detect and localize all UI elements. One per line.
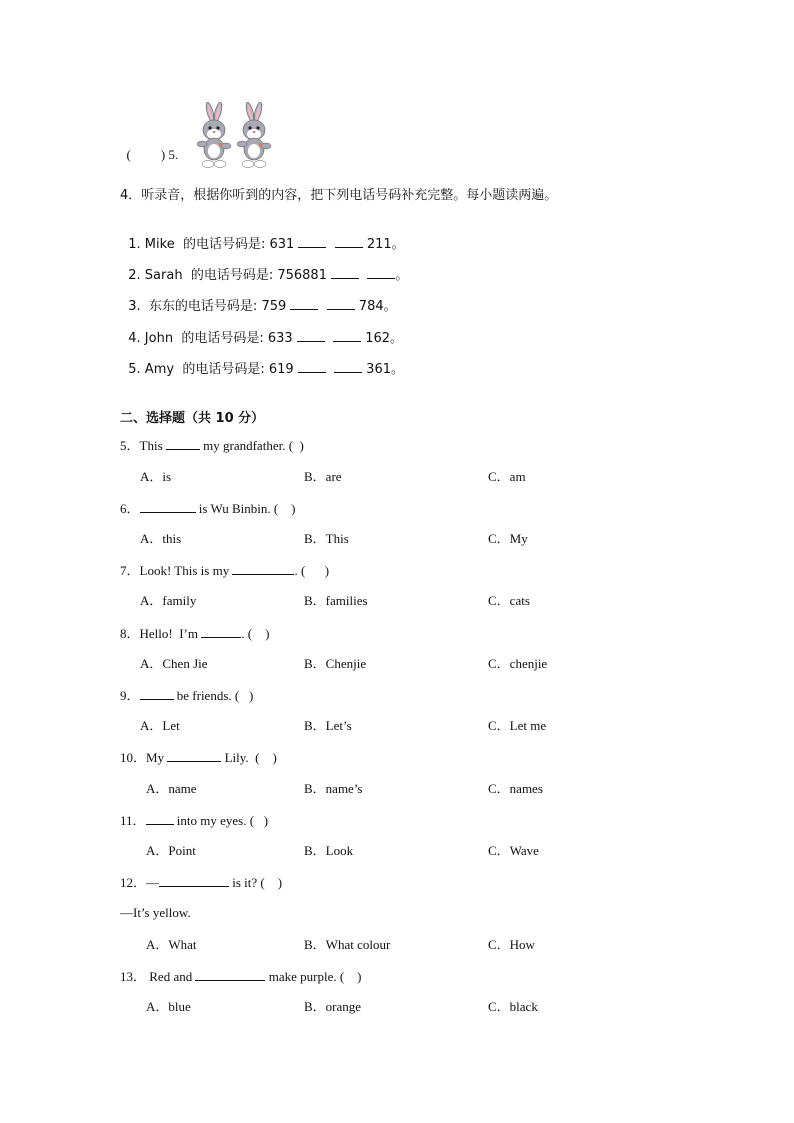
question-6: 6． is Wu Binbin. ( ) xyxy=(120,501,296,516)
option-a[interactable]: A．blue xyxy=(146,999,191,1014)
option-b[interactable]: B．This xyxy=(304,531,349,546)
answer-blank[interactable] xyxy=(140,500,196,513)
answer-blank[interactable] xyxy=(201,625,241,638)
option-a[interactable]: A．Chen Jie xyxy=(140,656,208,671)
answer-blank[interactable] xyxy=(333,329,361,342)
question-7: 7．Look! This is my . ( ) xyxy=(120,563,330,578)
answer-blank[interactable] xyxy=(331,266,359,279)
option-c[interactable]: C．How xyxy=(488,937,535,952)
option-b[interactable]: B．are xyxy=(304,469,342,484)
section2-title: 二、选择题（共 10 分） xyxy=(120,411,265,426)
answer-blank[interactable] xyxy=(146,812,174,825)
answer-blank[interactable] xyxy=(367,266,395,279)
option-a[interactable]: A．Point xyxy=(146,843,196,858)
option-b[interactable]: B．orange xyxy=(304,999,362,1014)
question-11: 11． into my eyes. ( ) xyxy=(120,813,269,828)
option-c[interactable]: C．names xyxy=(488,781,543,796)
question-9: 9． be friends. ( ) xyxy=(120,688,254,703)
answer-blank[interactable] xyxy=(297,329,325,342)
option-c[interactable]: C．cats xyxy=(488,593,530,608)
option-c[interactable]: C．Wave xyxy=(488,843,539,858)
option-a[interactable]: A．Let xyxy=(140,718,180,733)
phone-item-2: 2. Sarah 的电话号码是: 756881 。 xyxy=(128,268,409,283)
answer-blank[interactable] xyxy=(335,235,363,248)
answer-blank[interactable] xyxy=(195,968,265,981)
answer-blank[interactable] xyxy=(334,360,362,373)
answer-blank[interactable] xyxy=(166,437,200,450)
answer-blank[interactable] xyxy=(140,687,174,700)
answer-blank[interactable] xyxy=(327,297,355,310)
option-a[interactable]: A．is xyxy=(140,469,172,484)
answer-blank[interactable] xyxy=(167,749,221,762)
paren-open: ( xyxy=(126,147,131,162)
question-5: 5．This my grandfather. ( ) xyxy=(120,438,304,453)
phone-item-1: 1. Mike 的电话号码是: 631 211。 xyxy=(128,237,405,252)
question-13: 13． Red and make purple. ( ) xyxy=(120,969,362,984)
rabbit-right xyxy=(237,102,271,168)
answer-blank[interactable] xyxy=(232,562,294,575)
option-a[interactable]: A．What xyxy=(146,937,197,952)
question-8: 8．Hello! I’m . ( ) xyxy=(120,626,270,641)
rabbit-left xyxy=(197,102,231,168)
option-b[interactable]: B．Chenjie xyxy=(304,656,367,671)
part4-instruction: 4．听录音，根据你听到的内容，把下列电话号码补充完整。每小题读两遍。 xyxy=(120,188,558,203)
option-b[interactable]: B．Look xyxy=(304,843,354,858)
phone-item-5: 5. Amy 的电话号码是: 619 361。 xyxy=(128,362,404,377)
option-c[interactable]: C．Let me xyxy=(488,718,547,733)
question-10: 10．My Lily. ( ) xyxy=(120,750,277,765)
phone-item-4: 4. John 的电话号码是: 633 162。 xyxy=(128,331,404,346)
answer-blank[interactable] xyxy=(298,235,326,248)
option-b[interactable]: B．Let’s xyxy=(304,718,352,733)
option-b[interactable]: B．What colour xyxy=(304,937,391,952)
option-a[interactable]: A．this xyxy=(140,531,182,546)
paren-close: ) 5. xyxy=(160,147,179,162)
option-a[interactable]: A．family xyxy=(140,593,197,608)
answer-blank[interactable] xyxy=(290,297,318,310)
option-c[interactable]: C．am xyxy=(488,469,526,484)
answer-blank[interactable] xyxy=(159,874,229,887)
option-c[interactable]: C．black xyxy=(488,999,538,1014)
option-c[interactable]: C．My xyxy=(488,531,528,546)
option-b[interactable]: B．families xyxy=(304,593,368,608)
answer-blank[interactable] xyxy=(298,360,326,373)
rabbit-image xyxy=(188,102,280,174)
option-b[interactable]: B．name’s xyxy=(304,781,363,796)
option-c[interactable]: C．chenjie xyxy=(488,656,548,671)
question-12: 12．— is it? ( ) xyxy=(120,875,283,890)
question-12-reply: —It’s yellow. xyxy=(120,905,191,920)
listen-q5 xyxy=(120,131,178,163)
phone-item-3: 3. 东东的电话号码是: 759 784。 xyxy=(128,299,397,314)
option-a[interactable]: A．name xyxy=(146,781,197,796)
